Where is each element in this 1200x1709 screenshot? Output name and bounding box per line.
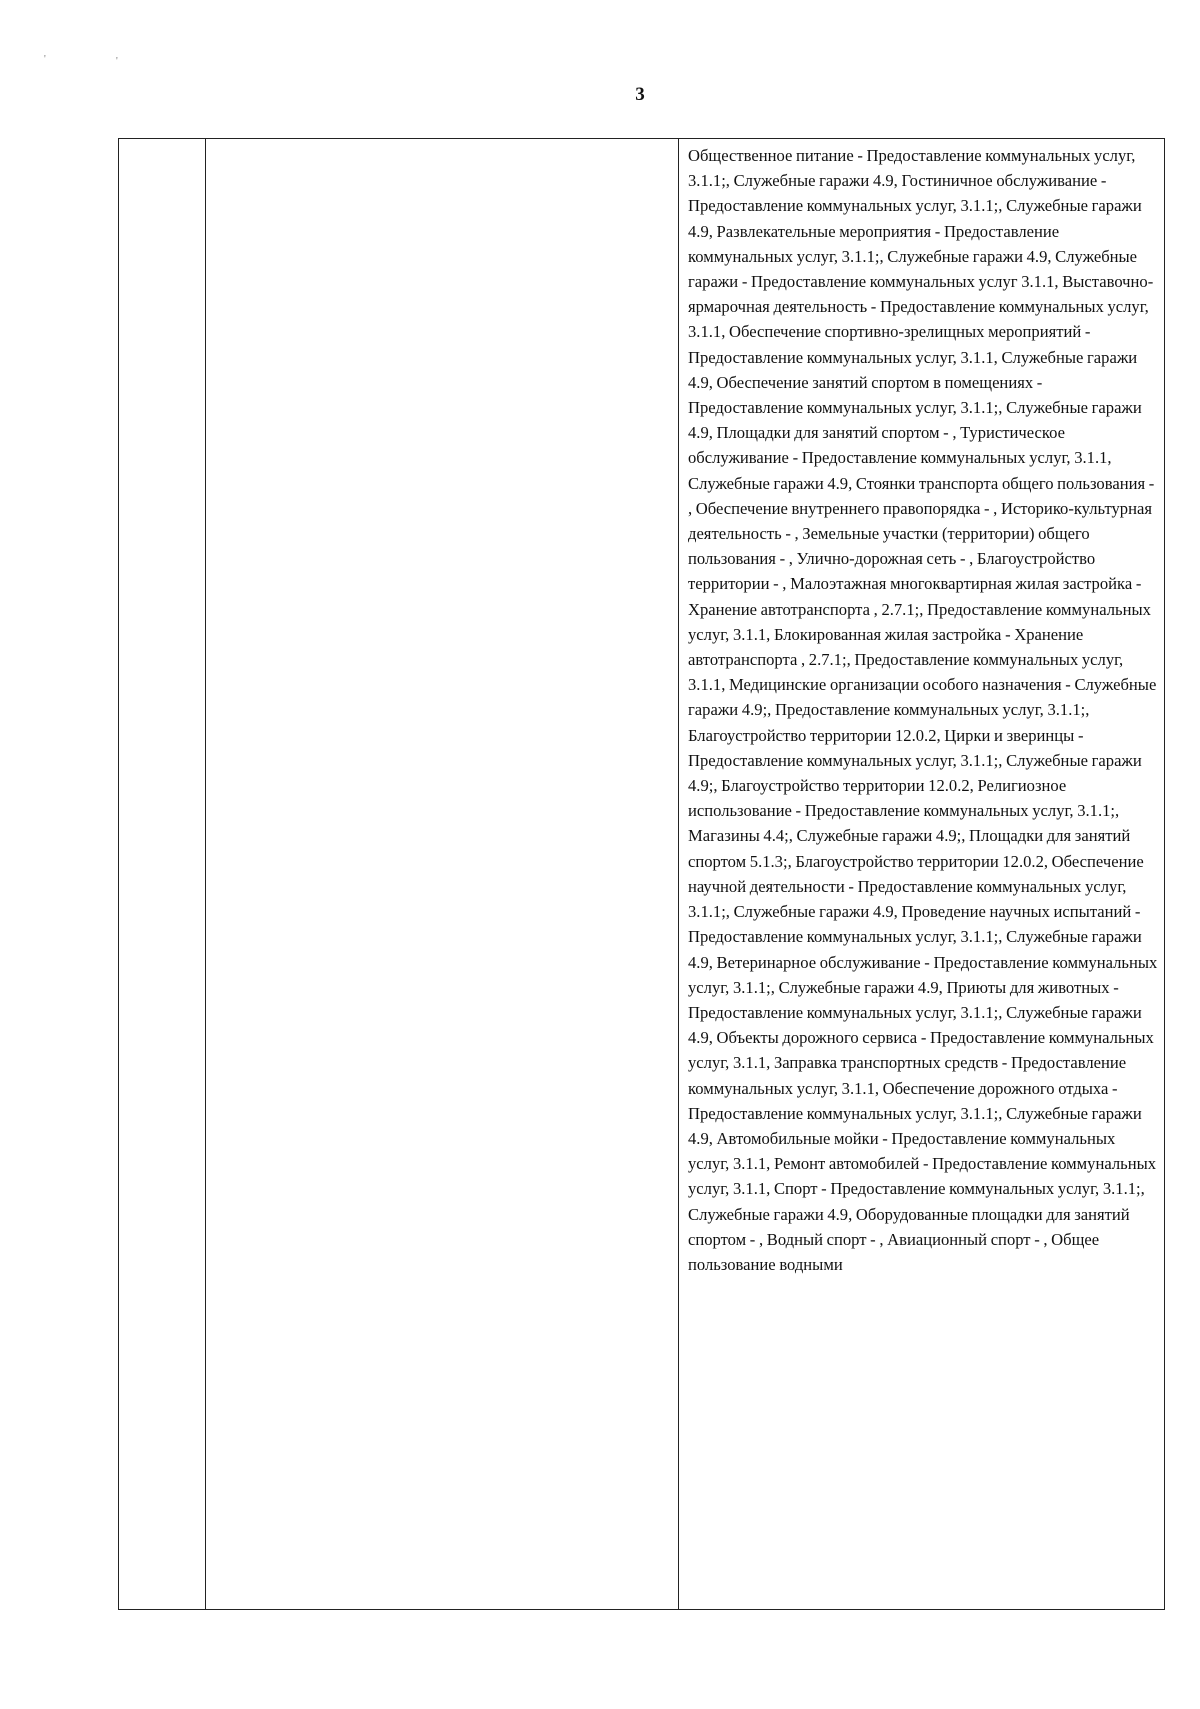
table-cell-number-column: [119, 139, 206, 1610]
scan-artifact-mark: ': [44, 54, 46, 65]
page-number: 3: [635, 84, 645, 105]
table-cell-permitted-uses: [679, 139, 1165, 1610]
permitted-uses-text: Общественное питание - Предоставление коммунальных услуг, 3.1.1;, Служебные гаражи 4.9, Гостиничное обслуживание - Предоставление коммунальных услуг, 3.1.1;, Служебные гаражи 4.9, Развлекательные мероприятия - Предоставление коммунальных услуг, 3.1.1;, Служебные гаражи 4.9, Служебные гаражи - Предоставление коммунальных услуг 3.1.1, Выставочно-ярмарочная деятельность - Предоставление коммунальных услуг, 3.1.1, Обеспечение спортивно-зрелищных мероприятий - Предоставление коммунальных услуг, 3.1.1, Служебные гаражи 4.9, Обеспечение занятий спортом в помещениях - Предоставление коммунальных услуг, 3.1.1;, Служебные гаражи 4.9, Площадки для занятий спортом - , Туристическое обслуживание - Предоставление коммунальных услуг, 3.1.1, Служебные гаражи 4.9, Стоянки транспорта общего пользования - , Обеспечение внутреннего правопорядка - , Историко-культурная деятельность - , Земельные участки (территории) общего пользования - , Улично-дорожная сеть - , Благоустройство территории - , Малоэтажная многоквартирная жилая застройка - Хранение автотранспорта , 2.7.1;, Предоставление коммунальных услуг, 3.1.1, Блокированная жилая застройка - Хранение автотранспорта , 2.7.1;, Предоставление коммунальных услуг, 3.1.1, Медицинские организации особого назначения - Служебные гаражи 4.9;, Предоставление коммунальных услуг, 3.1.1;, Благоустройство территории 12.0.2, Цирки и зверинцы - Предоставление коммунальных услуг, 3.1.1;, Служебные гаражи 4.9;, Благоустройство территории 12.0.2, Религиозное использование - Предоставление коммунальных услуг, 3.1.1;, Магазины 4.4;, Служебные гаражи 4.9;, Площадки для занятий спортом 5.1.3;, Благоустройство территории 12.0.2, Обеспечение научной деятельности - Предоставление коммунальных услуг, 3.1.1;, Служебные гаражи 4.9, Проведение научных испытаний - Предоставление коммунальных услуг, 3.1.1;, Служебные гаражи 4.9, Ветеринарное обслуживание - Предоставление коммунальных услуг, 3.1.1;, Служебные гаражи 4.9, Приюты для животных - Предоставление коммунальных услуг, 3.1.1;, Служебные гаражи 4.9, Объекты дорожного сервиса - Предоставление коммунальных услуг, 3.1.1, Заправка транспортных средств - Предоставление коммунальных услуг, 3.1.1, Обеспечение дорожного отдыха - Предоставление коммунальных услуг, 3.1.1;, Служебные гаражи 4.9, Автомобильные мойки - Предоставление коммунальных услуг, 3.1.1, Ремонт автомобилей - Предоставление коммунальных услуг, 3.1.1, Спорт - Предоставление коммунальных услуг, 3.1.1;, Служебные гаражи 4.9, Оборудованные площадки для занятий спортом - , Водный спорт - , Авиационный спорт - , Общее пользование водными: [688, 146, 1158, 1274]
table-cell-zone-column: [206, 139, 679, 1610]
document-table: [118, 138, 1165, 1610]
scan-artifact-mark: ': [116, 56, 118, 67]
table-row: [119, 139, 1165, 1610]
